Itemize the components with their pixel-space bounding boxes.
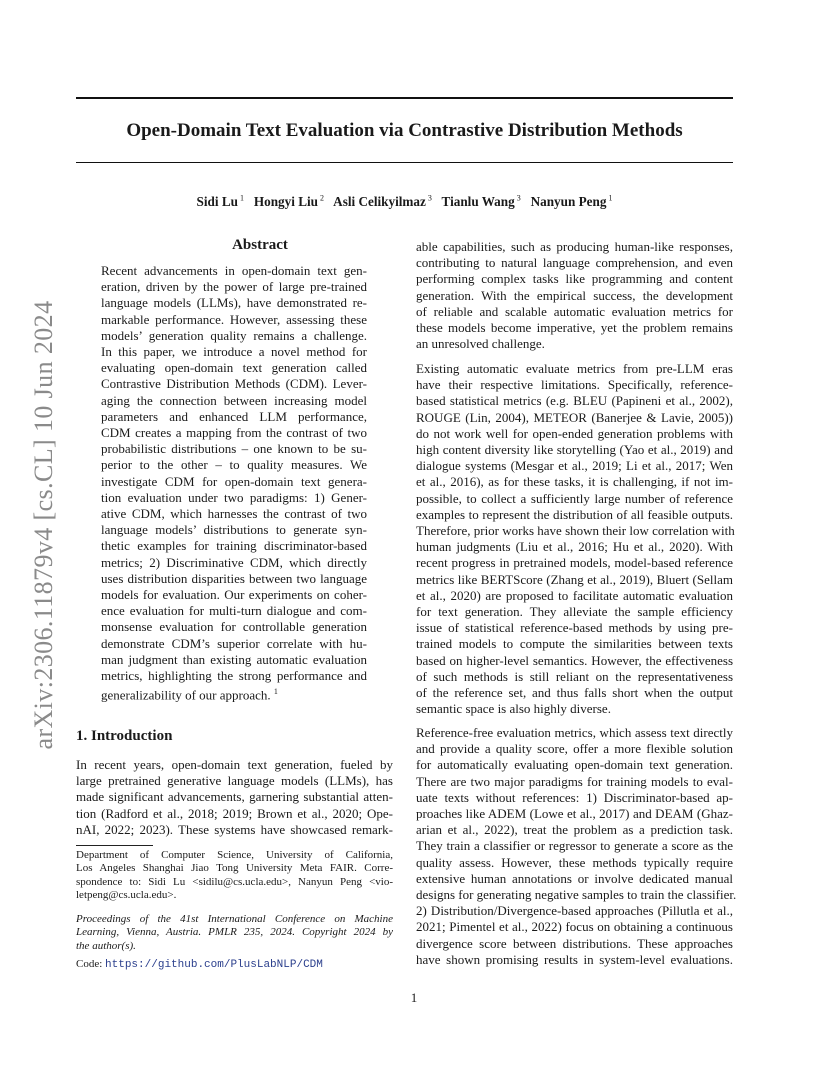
intro-paragraph-capabilities: able capabilities, such as producing human-like responses, contributing to natural language comprehension, and even performing complex tasks like programming and content generation. With the empirical success, the development of reliable and scalable automatic evaluation metrics for these models become imperative, yet the problem remains an unresolved challenge.: [416, 239, 733, 352]
footnote-affiliations: Department of Computer Science, University of California, Los Angeles Shanghai Jiao Tong University Meta FAIR. Corre- spondence to: Sidi Lu <sidilu@cs.ucla.edu>, Nanyun Peng <vio- letpeng@cs.ucla.edu>.: [76, 849, 393, 901]
proceedings-note: Proceedings of the 41st International Conference on Machine Learning, Vienna, Austria. PMLR 235, 2024. Copyright 2024 by the author(s).: [76, 913, 393, 952]
author: Tianlu Wang $^3$: [441, 194, 521, 210]
code-footnote: Code: https://github.com/PlusLabNLP/CDM: [76, 958, 323, 971]
abstract-heading: Abstract: [232, 237, 288, 253]
author: Nanyun Peng $^1$: [530, 194, 613, 210]
author: Hongyi Liu $^2$: [253, 194, 324, 210]
author-list: [76, 190, 733, 211]
title-top-rule: [76, 97, 733, 99]
arxiv-identifier: arXiv:2306.11879v4 [cs.CL] 10 Jun 2024: [29, 300, 58, 750]
code-link[interactable]: https://github.com/PlusLabNLP/CDM: [105, 959, 323, 971]
intro-paragraph-existing-metrics: Existing automatic evaluate metrics from pre-LLM eras have their respective limitations. Specifically, reference- based statistical metrics (e.g. BLEU (Papineni et al., 2002), ROUGE (Lin, 2004), METEOR (Banerjee & Lavie, 2005)) do not work well for open-ended generation problems with high content diversity like storytelling (Yao et al., 2019) and dialogue systems (Mesgar et al., 2019; Li et al., 2017; Wen et al., 2016), as for these tasks, it is challenging, if not im- possible, to collect a sufficiently large number of reference examples to represent the distribution of all feasible outputs. Therefore, prior works have shown their low correlation with human judgments (Liu et al., 2016; Hu et al., 2020). With recent progress in pretrained models, model-based reference metrics like BERTScore (Zhang et al., 2019), Bluert (Sellam et al., 2020) are proposed to facilitate automatic evaluation for text generation. They alleviate the sample efficiency issue of statistical reference-based methods by using pre- trained models to compute the similarities between texts based on higher-level semantics. However, the effectiveness of such methods is still reliant on the representativeness of the reference set, and thus falls short when the output semantic space is also highly diverse.: [416, 361, 735, 717]
introduction-body: In recent years, open-domain text generation, fueled by large pretrained generative language models (LLMs), has made significant advancements, garnering substantial atten- tion (Radford et al., 2018; 2019; Brown et al., 2020; Ope- nAI, 2022; 2023). These systems have showcased remark-: [76, 757, 393, 837]
footnote-divider: [76, 845, 153, 846]
footnote-mark: 1: [273, 687, 278, 697]
author: Sidi Lu $^1$: [196, 194, 244, 210]
section-heading-introduction: 1. Introduction: [76, 728, 173, 744]
title-bottom-rule: [76, 162, 733, 163]
author: Asli Celikyilmaz $^3$: [333, 194, 432, 210]
intro-paragraph-reference-free: Reference-free evaluation metrics, which assess text directly and provide a quality score, offer a more flexible solution for automatically evaluating open-domain text generation. There are two major paradigms for training models to eval- uate texts without references: 1) Discriminator-based ap- proaches like ADEM (Lowe et al., 2017) and DEAM (Ghaz- arian et al., 2022), treat the problem as a prediction task. They train a classifier or regressor to generate a score as the quality assess. However, these methods typically require extensive human annotations or involve dedicated manual designs for generating negative samples to train the classifier. 2) Distribution/Divergence-based approaches (Pillutla et al., 2021; Pimentel et al., 2022) focus on obtaining a continuous divergence score between distributions. These approaches have shown promising results in system-level evaluations.: [416, 725, 737, 967]
abstract-body: Recent advancements in open-domain text gen- eration, driven by the power of large pre-trained language models (LLMs), have demonstrated re- markable performance. However, assessing these models’ generation quality remains a challenge. In this paper, we introduce a novel method for evaluating open-domain text generation called Contrastive Distribution Methods (CDM). Lever- aging the connection between increasing model parameters and enhanced LLM performance, CDM creates a mapping from the contrast of two probabilistic distributions – one known to be su- perior to the other – to quality measures. We investigate CDM for open-domain text genera- tion evaluation under two paradigms: 1) Gener- ative CDM, which harnesses the contrast of two language models’ distributions to generate syn- thetic examples for training discriminator-based metrics; 2) Discriminative CDM, which directly uses distribution disparities between two language models for evaluation. Our experiments on coher- ence evaluation for multi-turn dialogue and com- monsense evaluation for controllable generation demonstrate CDM’s superior correlate with hu- man judgment than existing automatic evaluation metrics, highlighting the strong performance and generalizability of our approach. $^1$: [101, 263, 367, 703]
paper-title: Open-Domain Text Evaluation via Contrastive Distribution Methods: [126, 120, 683, 141]
page-number: 1: [410, 990, 418, 1005]
